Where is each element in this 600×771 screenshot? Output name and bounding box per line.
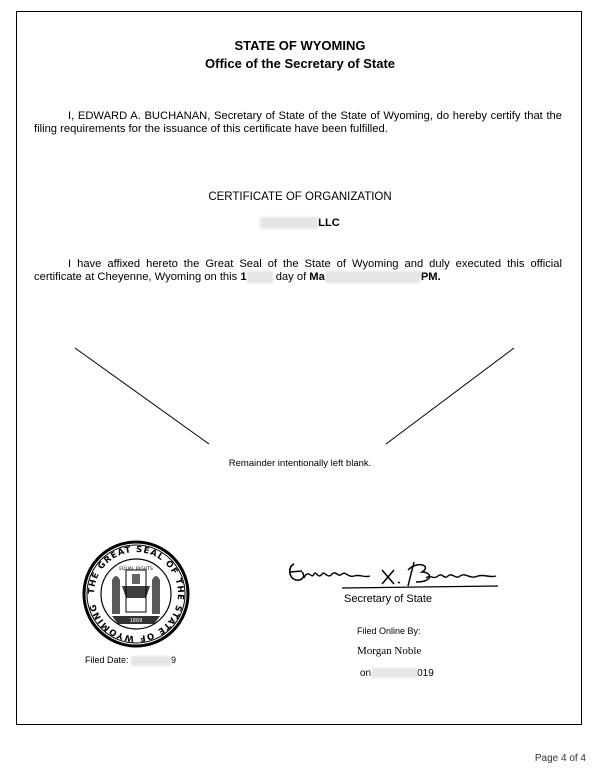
filed-on-date	[360, 668, 434, 679]
filed-date-label: Filed Date:	[85, 655, 129, 665]
seal-text-start: I have affixed hereto the Great Seal of the State of Wyoming and duly executed this official certificate at Cheyenne, Wyoming on this	[34, 258, 562, 283]
filed-date-suffix: 9	[171, 655, 177, 665]
great-seal-image	[82, 540, 190, 648]
secretary-label: Secretary of State	[344, 593, 433, 605]
seal-year: 1869	[129, 618, 143, 624]
filed-on-suffix: 019	[417, 668, 434, 679]
certify-paragraph: I, EDWARD A. BUCHANAN, Secretary of State of the State of Wyoming, do hereby certify that the filing requirements for the issuance of this certificate have been fulfilled.	[34, 110, 562, 135]
page-number: Page 4 of 4	[534, 753, 586, 764]
entity-suffix: LLC	[318, 217, 340, 229]
remainder-blank-note: Remainder intentionally left blank.	[228, 458, 372, 469]
seal-day-word: day of	[275, 271, 307, 283]
filed-date	[85, 655, 176, 666]
filed-online-label: Filed Online By:	[357, 626, 421, 636]
right-diagonal-line	[386, 348, 514, 444]
filer-name: Morgan Noble	[357, 645, 422, 657]
seal-ring-text: THE GREAT SEAL OF THE STATE OF WYOMING	[86, 544, 186, 644]
secretary-signature	[284, 556, 504, 592]
seal-month-fragment: Ma	[309, 271, 325, 283]
left-diagonal-line	[75, 348, 209, 444]
certificate-title: CERTIFICATE OF ORGANIZATION	[208, 191, 392, 203]
filed-on-prefix: on	[360, 668, 372, 679]
seal-day-fragment: 1	[240, 271, 247, 283]
redacted-filed-date	[131, 656, 171, 666]
office-title: Office of the Secretary of State	[205, 56, 395, 71]
seal-time-suffix: PM.	[420, 271, 441, 283]
redacted-filed-on-date	[371, 668, 417, 678]
seal-motto: EQUAL RIGHTS	[119, 567, 153, 572]
state-title: STATE OF WYOMING	[234, 38, 366, 53]
